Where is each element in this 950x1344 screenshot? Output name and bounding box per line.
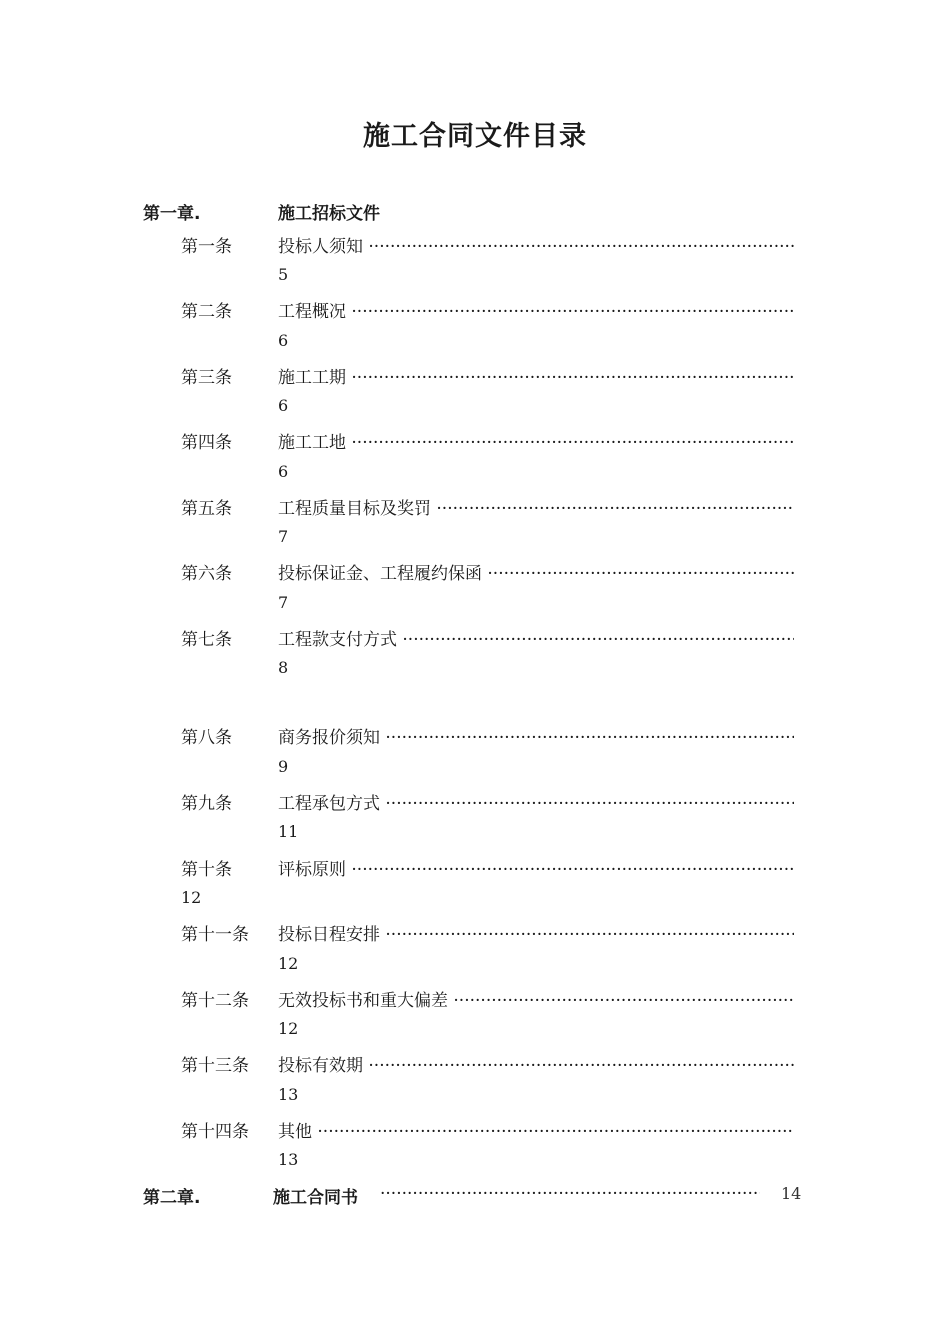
article-5-page: 7	[278, 527, 289, 546]
article-13-number: 第十三条	[181, 1056, 249, 1076]
article-8-title[interactable]: 商务报价须知 ·····	[278, 723, 794, 748]
chapter-1-name: 施工招标文件	[278, 204, 380, 224]
article-8-page: 9	[278, 757, 289, 776]
article-7-number: 第七条	[181, 630, 232, 650]
article-12-page: 12	[278, 1019, 299, 1038]
article-1-page: 5	[278, 265, 289, 284]
article-4-title[interactable]: 施工工地 ·····	[278, 428, 794, 453]
article-7-page: 8	[278, 658, 289, 677]
chapter-2-name[interactable]: 施工合同书	[273, 1188, 358, 1208]
chapter-1-label: 第一章.	[143, 204, 201, 224]
article-12-title[interactable]: 无效投标书和重大偏差 ·····	[278, 986, 794, 1011]
article-8-number: 第八条	[181, 728, 232, 748]
article-11-number: 第十一条	[181, 925, 249, 945]
article-14-page: 13	[278, 1150, 299, 1169]
article-9-page: 11	[278, 822, 299, 841]
article-10-page: 12	[181, 888, 202, 907]
chapter-2-leader-dots	[380, 1184, 760, 1204]
article-3-number: 第三条	[181, 368, 232, 388]
article-9-number: 第九条	[181, 794, 232, 814]
article-10-number: 第十条	[181, 860, 232, 880]
article-10-title[interactable]: 评标原则 ·····	[278, 855, 794, 880]
article-7-title[interactable]: 工程款支付方式 ·····	[278, 625, 794, 650]
article-4-number: 第四条	[181, 433, 232, 453]
article-1-number: 第一条	[181, 237, 232, 257]
article-3-title[interactable]: 施工工期 ·····	[278, 363, 794, 388]
article-14-number: 第十四条	[181, 1122, 249, 1142]
article-5-title[interactable]: 工程质量目标及奖罚 ·····	[278, 494, 794, 519]
chapter-2-label: 第二章.	[143, 1188, 201, 1208]
article-3-page: 6	[278, 396, 289, 415]
article-6-title[interactable]: 投标保证金、工程履约保函 ·····	[278, 559, 794, 584]
article-5-number: 第五条	[181, 499, 232, 519]
article-2-page: 6	[278, 331, 289, 350]
article-6-page: 7	[278, 593, 289, 612]
chapter-2-page: 14	[781, 1184, 802, 1203]
article-2-number: 第二条	[181, 302, 232, 322]
article-4-page: 6	[278, 462, 289, 481]
article-1-title[interactable]: 投标人须知 ·····	[278, 232, 794, 257]
document-title: 施工合同文件目录	[363, 121, 587, 152]
article-9-title[interactable]: 工程承包方式 ·····	[278, 789, 794, 814]
article-13-page: 13	[278, 1085, 299, 1104]
article-12-number: 第十二条	[181, 991, 249, 1011]
article-13-title[interactable]: 投标有效期 ·····	[278, 1051, 794, 1076]
article-14-title[interactable]: 其他 ·····	[278, 1117, 794, 1142]
article-6-number: 第六条	[181, 564, 232, 584]
article-11-title[interactable]: 投标日程安排 ·····	[278, 920, 794, 945]
article-2-title[interactable]: 工程概况 ·····	[278, 297, 794, 322]
article-11-page: 12	[278, 954, 299, 973]
